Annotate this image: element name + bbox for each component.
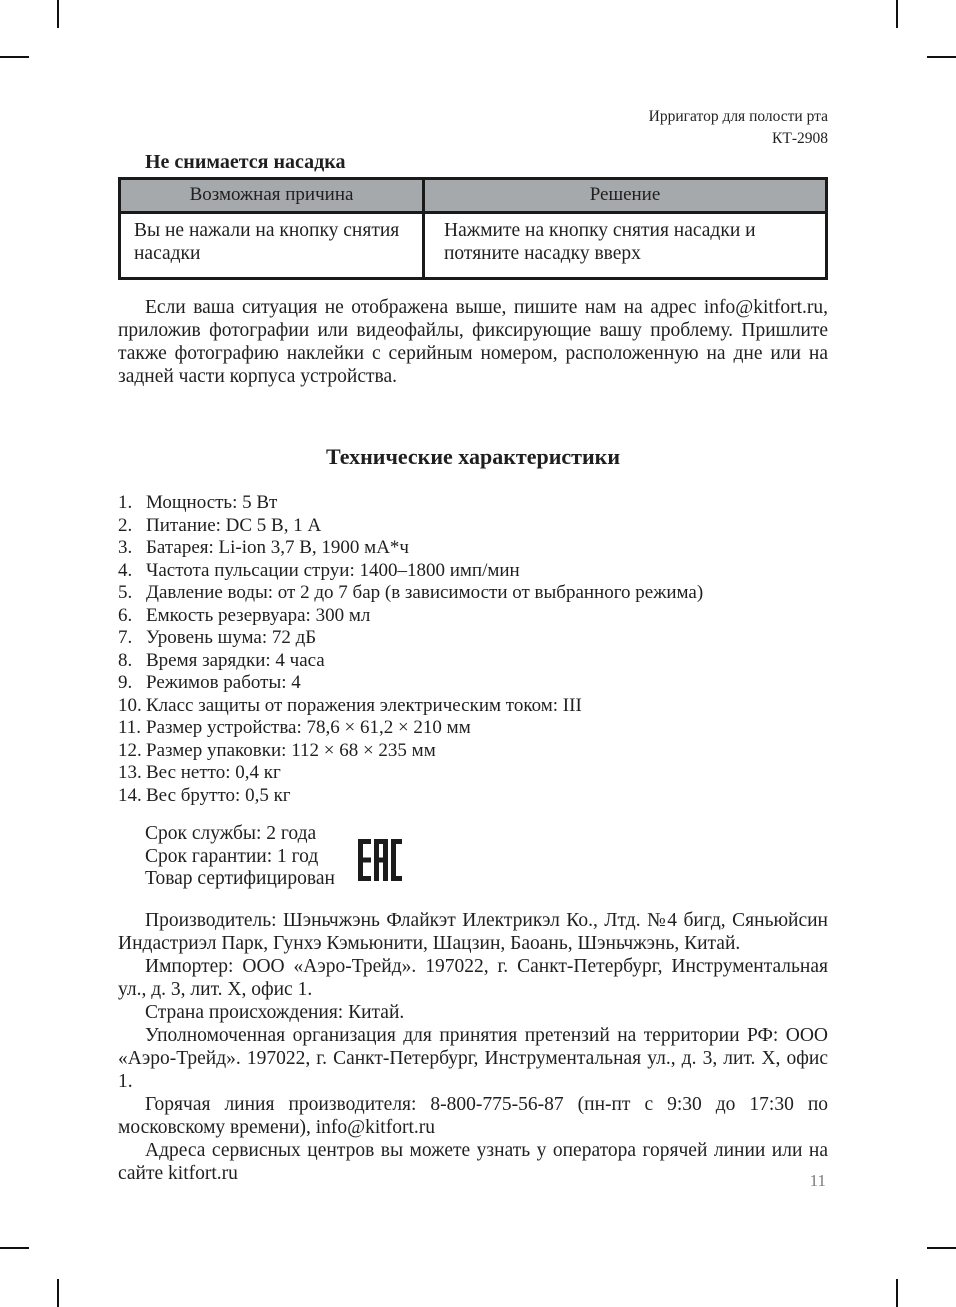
authorized-org-paragraph: Уполномоченная организация для принятия претензий на территории РФ: ООО «Аэро-Трейд». 197022, г. Санкт-Петербург, Инструментальная ул., д. 3, лит. Х, офис 1.: [118, 1024, 828, 1092]
service-life: Срок службы: 2 года: [145, 823, 317, 844]
spec-item-protection-class: Класс защиты от поражения электрическим током: III: [146, 694, 582, 716]
service-lines: [118, 823, 828, 891]
specs-heading: Технические характеристики: [325, 444, 621, 469]
manufacturer-paragraph: Производитель: Шэньчжэнь Флайкэт Илектрикэл Ко., Лтд. №4 бигд, Сяньюйсин Индастриэл Парк, Гунхэ Кэмьюнити, Шацзин, Баоань, Шэньчжэнь, Китай.: [118, 909, 828, 954]
table-header-row: [120, 179, 827, 213]
service-centers-paragraph: Адреса сервисных центров вы можете узнать у оператора горячей линии или на сайте kitfort.ru: [118, 1139, 828, 1184]
crop-mark-top-right-vertical: [896, 0, 898, 28]
specs-list: [118, 492, 828, 807]
spec-item-power: Мощность: 5 Вт: [146, 492, 278, 513]
certified-statement: Товар сертифицирован: [145, 868, 335, 889]
page-number: 11: [809, 1171, 826, 1190]
table-cell-cause: Вы не нажали на кнопку снятия насадки: [120, 213, 424, 279]
crop-mark-top-left-horizontal: [0, 56, 29, 58]
crop-mark-bottom-right-horizontal: [927, 1247, 956, 1249]
crop-mark-bottom-left-horizontal: [0, 1247, 29, 1249]
model-number: КТ-2908: [772, 130, 828, 147]
troubleshooting-section-heading: Не снимается насадка: [145, 151, 346, 173]
spec-item-gross-weight: Вес брутто: 0,5 кг: [146, 784, 291, 806]
warranty-period: Срок гарантии: 1 год: [145, 845, 319, 867]
importer-paragraph: Импортер: ООО «Аэро-Трейд». 197022, г. Санкт-Петербург, Инструментальная ул., д. 3, лит. Х, офис 1.: [118, 955, 828, 1000]
spec-item-pressure: Давление воды: от 2 до 7 бар (в зависимости от выбранного режима): [146, 582, 704, 603]
table-row: [120, 213, 827, 279]
origin-paragraph: Страна происхождения: Китай.: [145, 1001, 405, 1023]
spec-item-noise-level: Уровень шума: 72 дБ: [146, 627, 317, 648]
table-cell-solution: Нажмите на кнопку снятия насадки и потяните насадку вверх: [424, 213, 827, 279]
spec-item-charge-time: Время зарядки: 4 часа: [146, 649, 325, 671]
page-content: [118, 0, 828, 1185]
document-header: [118, 106, 828, 150]
table-header-cause: Возможная причина: [120, 179, 424, 213]
spec-item-modes: Режимов работы: 4: [146, 672, 301, 693]
service-info: [118, 823, 828, 891]
spec-item-tank-capacity: Емкость резервуара: 300 мл: [146, 604, 371, 626]
crop-mark-top-right-horizontal: [927, 56, 956, 58]
crop-mark-bottom-right-vertical: [896, 1279, 898, 1307]
hotline-paragraph: Горячая линия производителя: 8-800-775-56-87 (пн-пт с 9:30 до 17:30 по московскому времени), info@kitfort.ru: [118, 1093, 828, 1138]
table-header-solution: Решение: [424, 179, 827, 213]
troubleshooting-table: [118, 177, 828, 280]
spec-item-pulse-rate: Частота пульсации струи: 1400–1800 имп/мин: [146, 559, 520, 581]
spec-item-net-weight: Вес нетто: 0,4 кг: [146, 762, 281, 783]
spec-item-battery: Батарея: Li-ion 3,7 В, 1900 мА*ч: [146, 537, 409, 558]
crop-mark-top-left-vertical: [57, 0, 59, 28]
product-name: Ирригатор для полости рта: [648, 108, 828, 125]
eac-certification-mark-icon: [358, 839, 402, 881]
contact-paragraph: Если ваша ситуация не отображена выше, пишите нам на адрес info@kitfort.ru, приложив фотографии или видеофайлы, фиксирующие вашу проблему. Пришлите также фотографию наклейки с серийным номером, расположенную на дне или на задней части корпуса устройства.: [118, 297, 828, 387]
legal-info: [118, 909, 828, 1185]
spec-item-device-size: Размер устройства: 78,6 × 61,2 × 210 мм: [146, 717, 471, 738]
spec-item-package-size: Размер упаковки: 112 × 68 × 235 мм: [146, 739, 436, 761]
crop-mark-bottom-left-vertical: [57, 1279, 59, 1307]
spec-item-supply: Питание: DC 5 В, 1 А: [146, 514, 322, 536]
